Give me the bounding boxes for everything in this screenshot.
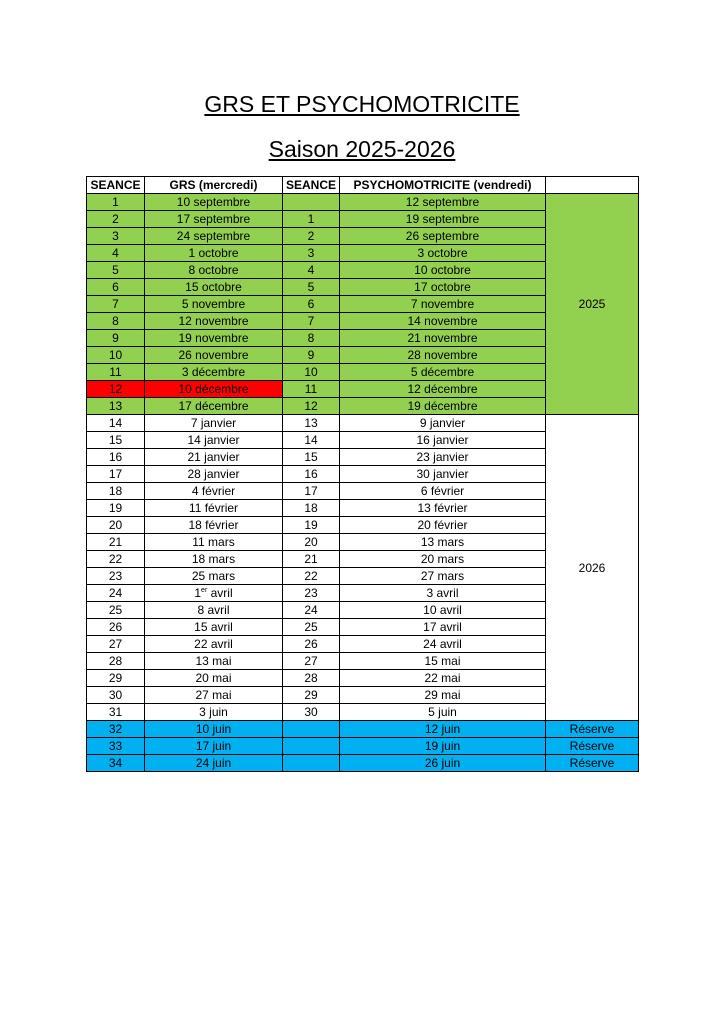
grs-date <box>145 585 283 602</box>
psychomotricite-date: 23 janvier <box>340 449 546 466</box>
seance-psy-number: 25 <box>283 619 340 636</box>
grs-date: 8 octobre <box>145 262 283 279</box>
grs-date: 28 janvier <box>145 466 283 483</box>
schedule-body <box>87 194 639 772</box>
psychomotricite-date: 27 mars <box>340 568 546 585</box>
grs-date: 4 février <box>145 483 283 500</box>
seance-psy-number: 4 <box>283 262 340 279</box>
seance-grs-number: 25 <box>87 602 145 619</box>
grs-date: 10 décembre <box>145 381 283 398</box>
seance-psy-number: 5 <box>283 279 340 296</box>
seance-psy-number: 22 <box>283 568 340 585</box>
grs-date-day: 1 <box>194 586 202 600</box>
seance-grs-number: 19 <box>87 500 145 517</box>
psychomotricite-date: 6 février <box>340 483 546 500</box>
psychomotricite-date: 21 novembre <box>340 330 546 347</box>
header-grs: GRS (mercredi) <box>145 177 283 194</box>
psychomotricite-date: 5 décembre <box>340 364 546 381</box>
seance-psy-number: 16 <box>283 466 340 483</box>
psychomotricite-date: 13 mars <box>340 534 546 551</box>
seance-grs-number: 10 <box>87 347 145 364</box>
seance-psy-number: 14 <box>283 432 340 449</box>
psychomotricite-date: 24 avril <box>340 636 546 653</box>
grs-date: 25 mars <box>145 568 283 585</box>
seance-psy-number: 12 <box>283 398 340 415</box>
table-row <box>87 415 639 432</box>
seance-grs-number: 29 <box>87 670 145 687</box>
grs-date: 17 décembre <box>145 398 283 415</box>
seance-grs-number: 8 <box>87 313 145 330</box>
seance-psy-number: 23 <box>283 585 340 602</box>
psychomotricite-date: 9 janvier <box>340 415 546 432</box>
psychomotricite-date: 26 juin <box>340 755 546 772</box>
header-row <box>87 177 639 194</box>
psychomotricite-date: 17 avril <box>340 619 546 636</box>
seance-grs-number: 22 <box>87 551 145 568</box>
grs-date: 14 janvier <box>145 432 283 449</box>
grs-date: 24 juin <box>145 755 283 772</box>
reserve-note: Réserve <box>546 738 639 755</box>
header-seance-psy: SEANCE <box>283 177 340 194</box>
psychomotricite-date: 20 février <box>340 517 546 534</box>
grs-date: 17 septembre <box>145 211 283 228</box>
grs-date: 17 juin <box>145 738 283 755</box>
seance-grs-number: 31 <box>87 704 145 721</box>
seance-grs-number: 21 <box>87 534 145 551</box>
psychomotricite-date: 10 avril <box>340 602 546 619</box>
grs-date: 15 octobre <box>145 279 283 296</box>
grs-date: 5 novembre <box>145 296 283 313</box>
seance-grs-number: 24 <box>87 585 145 602</box>
psychomotricite-date: 30 janvier <box>340 466 546 483</box>
header-psychomotricite: PSYCHOMOTRICITE (vendredi) <box>340 177 546 194</box>
seance-psy-number: 8 <box>283 330 340 347</box>
grs-date: 12 novembre <box>145 313 283 330</box>
seance-grs-number: 12 <box>87 381 145 398</box>
psychomotricite-date: 5 juin <box>340 704 546 721</box>
grs-date: 20 mai <box>145 670 283 687</box>
seance-psy-number <box>283 194 340 211</box>
grs-date: 24 septembre <box>145 228 283 245</box>
grs-date: 3 décembre <box>145 364 283 381</box>
psychomotricite-date: 19 décembre <box>340 398 546 415</box>
seance-psy-number: 2 <box>283 228 340 245</box>
psychomotricite-date: 10 octobre <box>340 262 546 279</box>
seance-grs-number: 18 <box>87 483 145 500</box>
seance-grs-number: 30 <box>87 687 145 704</box>
seance-psy-number: 9 <box>283 347 340 364</box>
grs-date: 26 novembre <box>145 347 283 364</box>
grs-date: 19 novembre <box>145 330 283 347</box>
psychomotricite-date: 26 septembre <box>340 228 546 245</box>
psychomotricite-date: 3 avril <box>340 585 546 602</box>
grs-date: 21 janvier <box>145 449 283 466</box>
psychomotricite-date: 19 juin <box>340 738 546 755</box>
psychomotricite-date: 16 janvier <box>340 432 546 449</box>
schedule-table <box>86 176 639 772</box>
seance-psy-number: 29 <box>283 687 340 704</box>
seance-grs-number: 32 <box>87 721 145 738</box>
grs-date: 1 octobre <box>145 245 283 262</box>
table-row <box>87 738 639 755</box>
document-title: GRS ET PSYCHOMOTRICITE <box>204 91 520 117</box>
psychomotricite-date: 7 novembre <box>340 296 546 313</box>
psychomotricite-date: 14 novembre <box>340 313 546 330</box>
header-year <box>546 177 639 194</box>
season-subtitle: Saison 2025-2026 <box>268 136 456 162</box>
grs-date-month: avril <box>207 586 233 600</box>
seance-grs-number: 9 <box>87 330 145 347</box>
psychomotricite-date: 29 mai <box>340 687 546 704</box>
year-cell: 2026 <box>546 415 639 721</box>
psychomotricite-date: 13 février <box>340 500 546 517</box>
psychomotricite-date: 17 octobre <box>340 279 546 296</box>
psychomotricite-date: 20 mars <box>340 551 546 568</box>
grs-date: 11 mars <box>145 534 283 551</box>
seance-psy-number: 13 <box>283 415 340 432</box>
seance-psy-number: 21 <box>283 551 340 568</box>
seance-grs-number: 17 <box>87 466 145 483</box>
grs-date: 10 septembre <box>145 194 283 211</box>
seance-psy-number: 11 <box>283 381 340 398</box>
grs-date: 8 avril <box>145 602 283 619</box>
table-row <box>87 194 639 211</box>
seance-psy-number: 7 <box>283 313 340 330</box>
year-cell: 2025 <box>546 194 639 415</box>
seance-grs-number: 11 <box>87 364 145 381</box>
seance-psy-number: 19 <box>283 517 340 534</box>
table-row <box>87 721 639 738</box>
seance-psy-number: 17 <box>283 483 340 500</box>
seance-grs-number: 7 <box>87 296 145 313</box>
reserve-note: Réserve <box>546 721 639 738</box>
seance-grs-number: 34 <box>87 755 145 772</box>
psychomotricite-date: 19 septembre <box>340 211 546 228</box>
seance-grs-number: 6 <box>87 279 145 296</box>
seance-grs-number: 3 <box>87 228 145 245</box>
seance-psy-number: 10 <box>283 364 340 381</box>
grs-date: 15 avril <box>145 619 283 636</box>
grs-date-ordinal: er <box>201 587 208 594</box>
psychomotricite-date: 12 décembre <box>340 381 546 398</box>
seance-grs-number: 2 <box>87 211 145 228</box>
grs-date: 11 février <box>145 500 283 517</box>
grs-date: 7 janvier <box>145 415 283 432</box>
grs-date: 10 juin <box>145 721 283 738</box>
seance-grs-number: 26 <box>87 619 145 636</box>
grs-date: 3 juin <box>145 704 283 721</box>
seance-grs-number: 15 <box>87 432 145 449</box>
grs-date: 18 février <box>145 517 283 534</box>
grs-date: 27 mai <box>145 687 283 704</box>
grs-date: 18 mars <box>145 551 283 568</box>
seance-psy-number: 3 <box>283 245 340 262</box>
psychomotricite-date: 28 novembre <box>340 347 546 364</box>
seance-psy-number <box>283 755 340 772</box>
seance-psy-number: 1 <box>283 211 340 228</box>
seance-grs-number: 1 <box>87 194 145 211</box>
seance-psy-number: 15 <box>283 449 340 466</box>
header-seance-grs: SEANCE <box>87 177 145 194</box>
seance-grs-number: 28 <box>87 653 145 670</box>
table-row <box>87 755 639 772</box>
psychomotricite-date: 15 mai <box>340 653 546 670</box>
seance-psy-number: 28 <box>283 670 340 687</box>
seance-grs-number: 33 <box>87 738 145 755</box>
psychomotricite-date: 3 octobre <box>340 245 546 262</box>
grs-date: 22 avril <box>145 636 283 653</box>
psychomotricite-date: 12 septembre <box>340 194 546 211</box>
seance-grs-number: 14 <box>87 415 145 432</box>
seance-psy-number: 20 <box>283 534 340 551</box>
psychomotricite-date: 12 juin <box>340 721 546 738</box>
seance-psy-number: 18 <box>283 500 340 517</box>
seance-grs-number: 4 <box>87 245 145 262</box>
seance-psy-number: 30 <box>283 704 340 721</box>
seance-grs-number: 27 <box>87 636 145 653</box>
seance-grs-number: 23 <box>87 568 145 585</box>
seance-psy-number: 24 <box>283 602 340 619</box>
seance-grs-number: 16 <box>87 449 145 466</box>
seance-grs-number: 20 <box>87 517 145 534</box>
psychomotricite-date: 22 mai <box>340 670 546 687</box>
seance-psy-number: 27 <box>283 653 340 670</box>
seance-psy-number: 6 <box>283 296 340 313</box>
seance-psy-number: 26 <box>283 636 340 653</box>
seance-grs-number: 5 <box>87 262 145 279</box>
grs-date: 13 mai <box>145 653 283 670</box>
reserve-note: Réserve <box>546 755 639 772</box>
seance-psy-number <box>283 721 340 738</box>
seance-psy-number <box>283 738 340 755</box>
seance-grs-number: 13 <box>87 398 145 415</box>
